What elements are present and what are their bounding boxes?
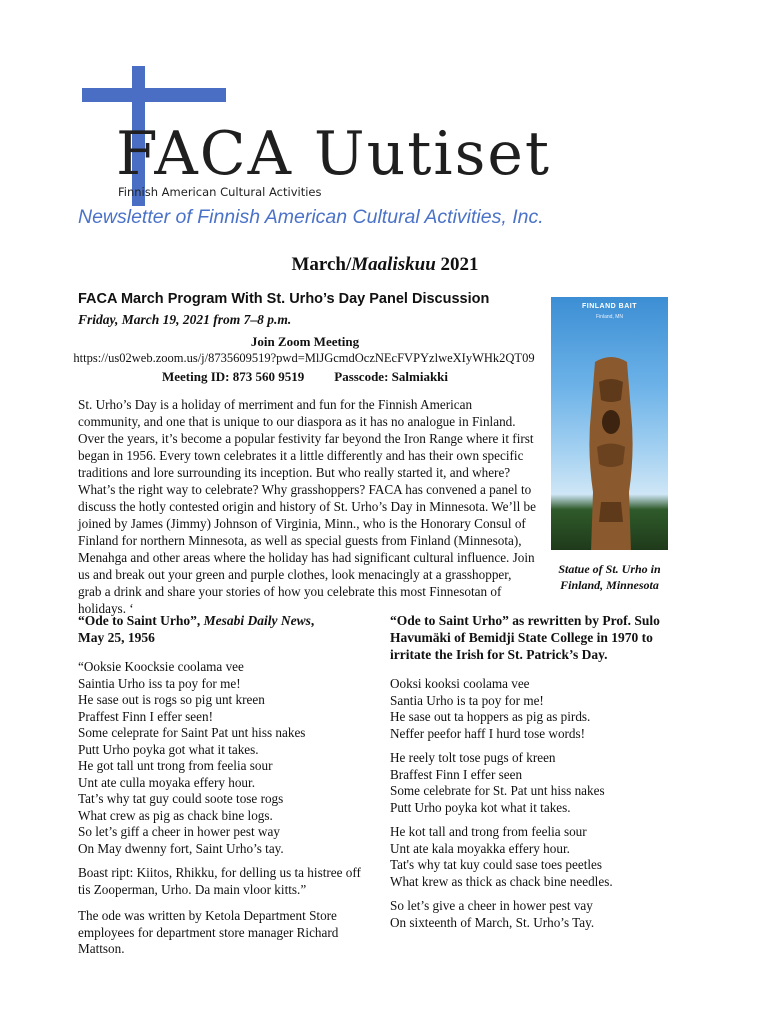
poem-line: He kot tall and trong from feelia sour [390,824,587,839]
statue-photo [551,297,668,550]
masthead-title: FACA Uutiset [116,119,551,189]
article-body: St. Urho’s Day is a holiday of merriment and fun for the Finnish American community, and one that is unique to our diaspora as it has no analogue in Finland. Over the years, it’s become a popular festivity far beyond the Iron Range where it first began in 1956. Every town celebrates it a little differently and has their own specific traditions and lore surrounding its inception. But who really started it, and where? What’s the right way to celebrate? Why grasshoppers? FACA has convened a panel to discuss the hotly contested origin and history of St. Urho’s Day in Minnesota. We’ll be joined by James (Jimmy) Johnson of Virginia, Minn., who is the Honorary Consul of Finland for northern Minnesota, as well as special guests from Finland (Minnesota), Menahga and other areas where the holiday has had significant cultural influence. Join us and break out your green and purple clothes, look menacingly at a grasshopper, grab a drink and share your stories of how you celebrate this most Finnesotan of holidays. ‘ [78,397,536,616]
poem-line: What krew as thick as chack bine needles. [390,873,613,889]
masthead-subtitle: Finnish American Cultural Activities [118,185,322,199]
poem-line: Praffest Finn I effer seen! [78,708,214,724]
meeting-id: Meeting ID: 873 560 9519 [161,369,305,384]
poem-line: On May dwenny fort, Saint Urho’s tay. [78,840,284,856]
poem-line: Putt Urho poyka kot what it takes. [390,799,571,815]
left-poem-heading: “Ode to Saint Urho”, Mesabi Daily News, May 25, 1956 [78,613,315,645]
poem-postscript: Boast ript: Kiitos, Rhikku, for delling us ta histree off tis Zooperman, Urho. Da main vloor kitts.” [78,865,361,897]
poem-line: He sase out ta hoppers as pig as pirds. [390,709,591,724]
poem-line: Tat’s why tat guy could soote tose rogs [78,791,284,806]
logo-cross-horizontal [82,88,226,102]
statue-illustration [581,352,641,550]
right-poem-stanza [390,750,690,816]
poem-line: Saintia Urho iss ta poy for me! [78,675,241,691]
passcode: Passcode: Salmiakki [334,369,449,384]
poem-line: On sixteenth of March, St. Urho’s Tay. [390,914,595,930]
issue-date: March/Maaliskuu 2021 [291,254,479,275]
zoom-credentials [78,369,532,385]
poem-line: Santia Urho is ta poy for me! [390,692,544,708]
poem-line: So let’s giff a cheer in hower pest way [78,824,280,839]
photo-sign-title: FINLAND BAIT [582,303,637,310]
poem-line: Tat's why tat kuy could sase toes peetles [390,857,603,872]
poem-line: Unt ate culla moyaka effery hour. [78,774,255,790]
zoom-link[interactable]: https://us02web.zoom.us/j/8735609519?pwd=MlJGcmdOczNEcFVPYzlweXIyWHk2QT09 [73,351,535,365]
article-headline: FACA March Program With St. Urho’s Day Panel Discussion [78,291,490,307]
poem-attribution: The ode was written by Ketola Department Store employees for department store manager Richard Mattson. [78,908,339,956]
poem-line: Some celebrate for St. Pat unt hiss nakes [390,783,605,798]
right-poem-stanza [390,898,690,931]
poem-line: He sase out is rogs so pig unt kreen [78,692,265,707]
poem-line: “Ooksie Koocksie coolama vee [78,659,244,674]
photo-sign-subtitle: Finland, MN [596,314,623,320]
poem-line: Braffest Finn I effer seen [390,766,523,782]
poem-line: He reely tolt tose pugs of kreen [390,750,556,765]
right-poem-stanza [390,676,690,742]
left-column [78,612,368,968]
left-poem-stanza [78,659,368,857]
newsletter-tagline: Newsletter of Finnish American Cultural Activities, Inc. [78,206,544,228]
photo-caption: Statue of St. Urho in Finland, Minnesota [558,562,661,592]
right-column [390,612,690,939]
poem-line: Some celeprate for Saint Pat unt hiss nakes [78,725,306,740]
right-poem-stanza [390,824,690,890]
zoom-title: Join Zoom Meeting [250,334,360,349]
poem-line: Neffer peefor haff I hurd tose words! [390,725,586,741]
poem-line: He got tall unt trong from feelia sour [78,758,273,773]
poem-line: So let’s give a cheer in hower pest vay [390,898,593,913]
right-poem-heading: “Ode to Saint Urho” as rewritten by Prof. Sulo Havumäki of Bemidji State College in 1970 to irritate the Irish for St. Patrick’s Day. [390,613,660,662]
poem-line: Ooksi kooksi coolama vee [390,676,530,691]
event-datetime: Friday, March 19, 2021 from 7–8 p.m. [78,312,292,327]
poem-line: Putt Urho poyka got what it takes. [78,741,259,757]
poem-line: Unt ate kala moyakka effery hour. [390,840,570,856]
poem-line: What crew as pig as chack bine logs. [78,807,273,823]
